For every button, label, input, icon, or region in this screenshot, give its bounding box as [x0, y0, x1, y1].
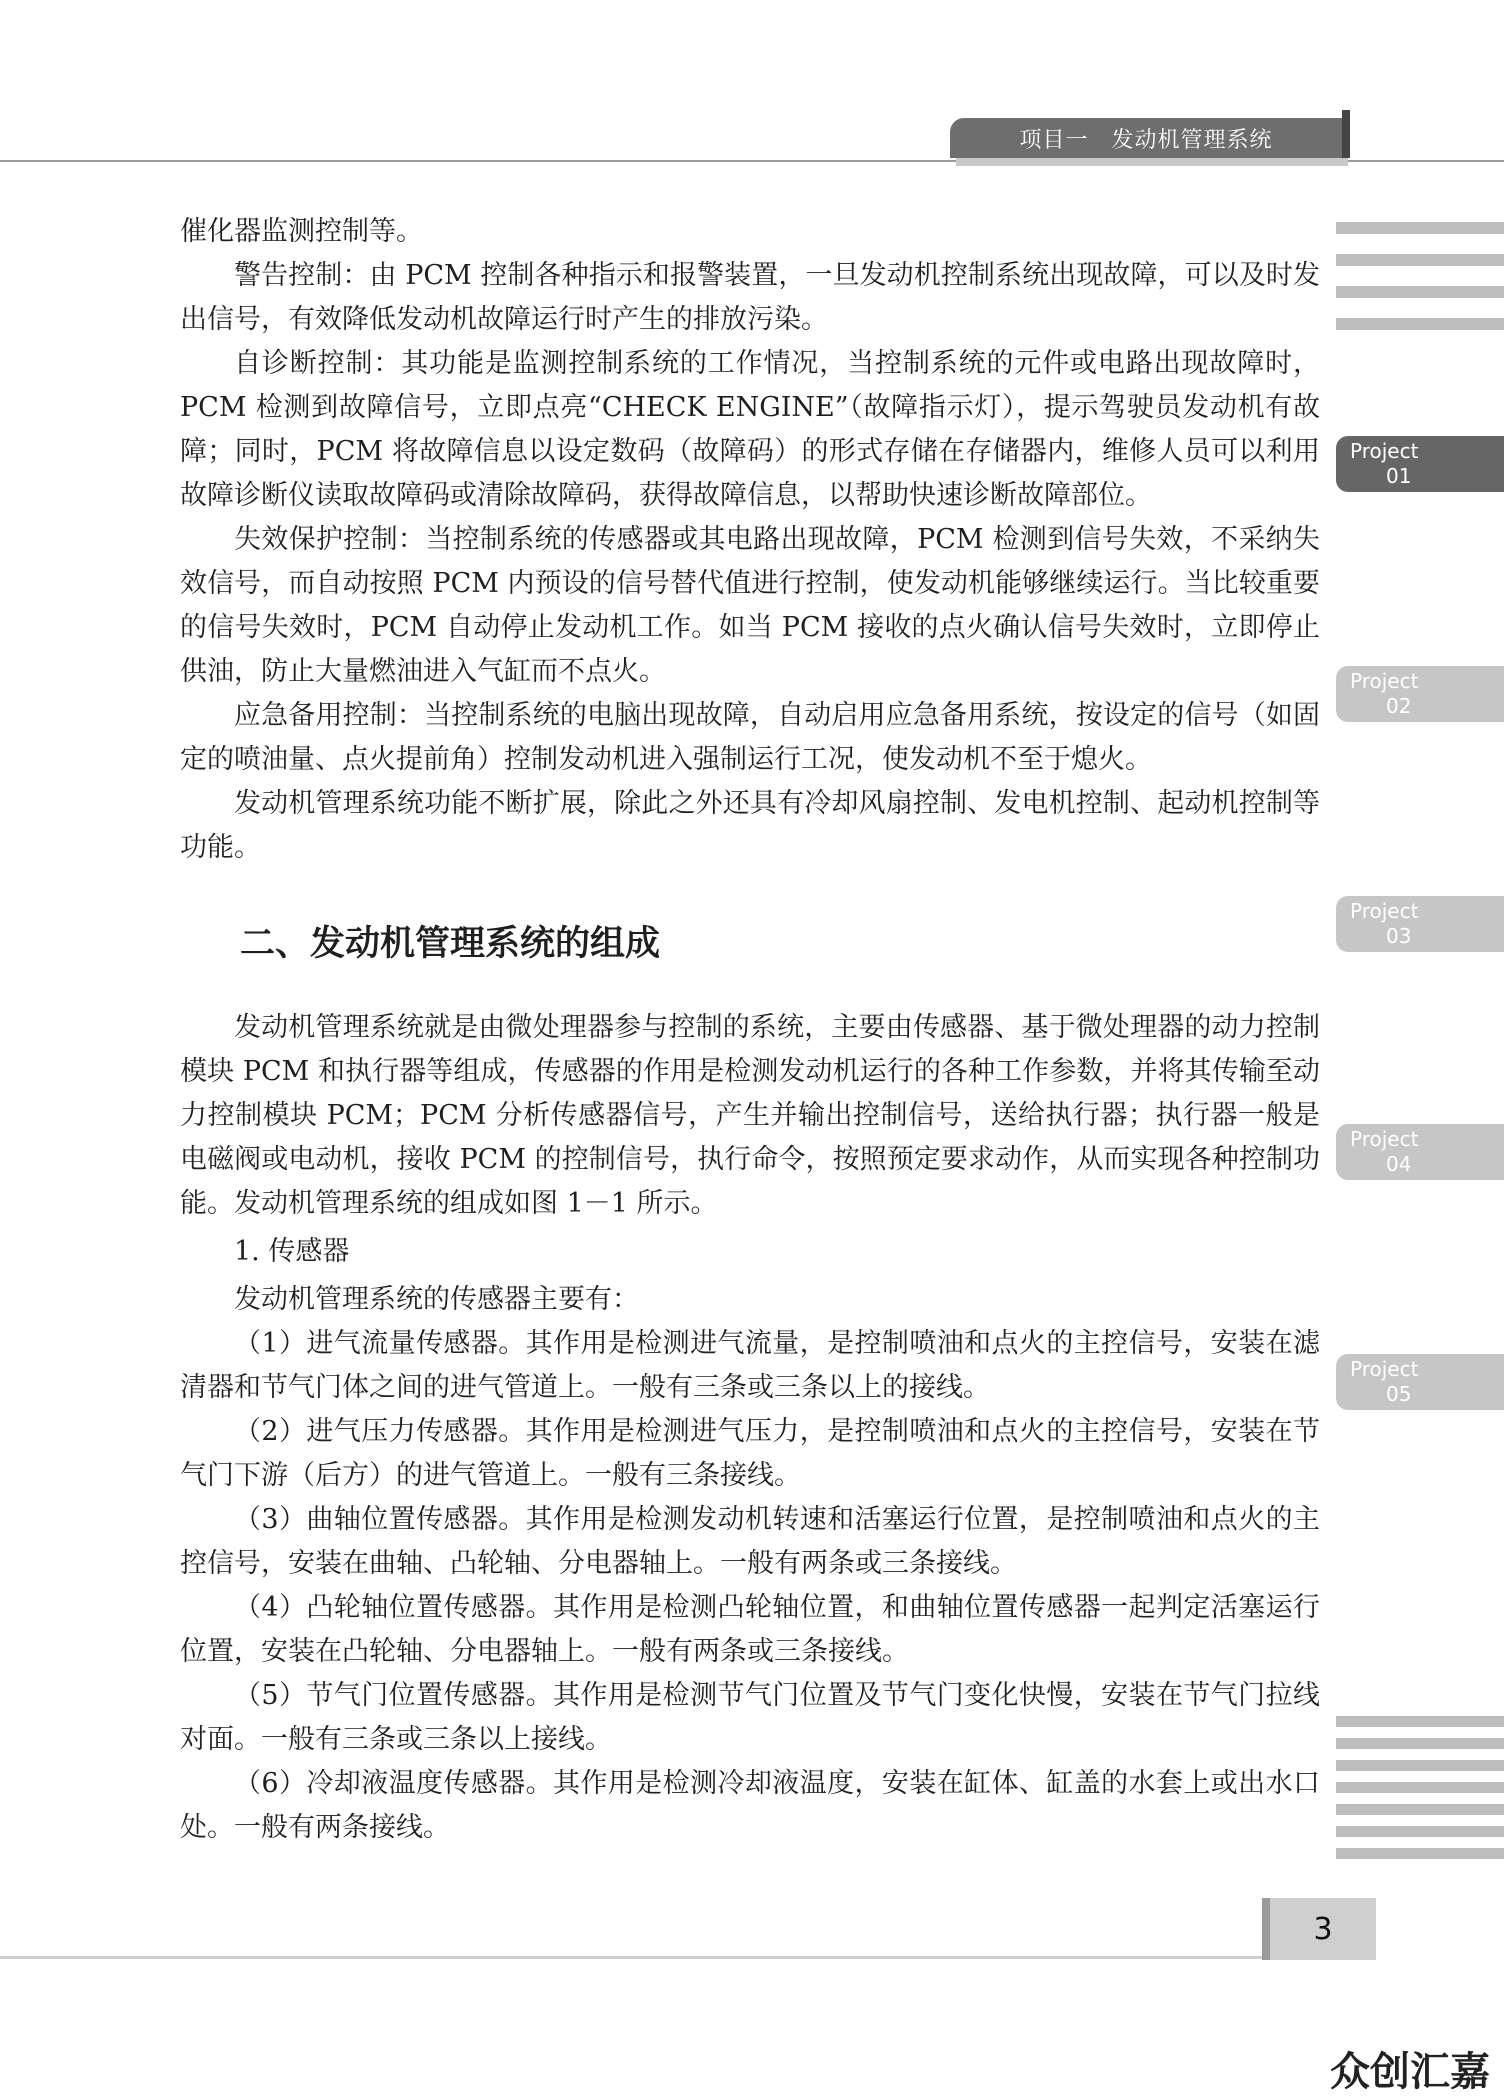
paragraph: 应急备用控制：当控制系统的电脑出现故障，自动启用应急备用系统，按设定的信号（如固定的喷油量、点火提前角）控制发动机进入强制运行工况，使发动机不至于熄火。 [180, 700, 1320, 775]
paragraph: 自诊断控制：其功能是监测控制系统的工作情况，当控制系统的元件或电路出现故障时，PCM 检测到故障信号，立即点亮“CHECK ENGINE”（故障指示灯），提示驾驶员发动机有故障；同时，PCM 将故障信息以设定数码（故障码）的形式存储在存储器内，维修人员可以利用故障诊断仪读取故障码或清除故障码，获得故障信息，以帮助快速诊断故障部位。 [180, 348, 1320, 511]
paragraph: 失效保护控制：当控制系统的传感器或其电路出现故障，PCM 检测到信号失效，不采纳失效信号，而自动按照 PCM 内预设的信号替代值进行控制，使发动机能够继续运行。当比较重要的信号失效时，PCM 自动停止发动机工作。如当 PCM 接收的点火确认信号失效时，立即停止供油，防止大量燃油进入气缸而不点火。 [180, 524, 1320, 687]
list-item: （5）节气门位置传感器。其作用是检测节气门位置及节气门变化快慢，安装在节气门拉线对面。一般有三条或三条以上接线。 [180, 1680, 1320, 1755]
project-tab-label: Project [1350, 439, 1419, 463]
paragraph: 催化器监测控制等。 [180, 216, 423, 247]
project-tab-number: 02 [1386, 694, 1412, 718]
footer-rule [0, 1956, 1262, 1959]
project-tab-number: 05 [1386, 1382, 1412, 1406]
list-item: （2）进气压力传感器。其作用是检测进气压力，是控制喷油和点火的主控信号，安装在节气门下游（后方）的进气管道上。一般有三条接线。 [180, 1416, 1320, 1491]
running-header: 项目一 发动机管理系统 [950, 118, 1342, 158]
project-tab-label: Project [1350, 669, 1419, 693]
project-tab-01[interactable] [1336, 436, 1504, 492]
project-tab-05[interactable] [1336, 1354, 1504, 1410]
paragraph: 发动机管理系统功能不断扩展，除此之外还具有冷却风扇控制、发电机控制、起动机控制等功能。 [180, 788, 1320, 863]
list-item: （3）曲轴位置传感器。其作用是检测发动机转速和活塞运行位置，是控制喷油和点火的主控信号，安装在曲轴、凸轮轴、分电器轴上。一般有两条或三条接线。 [180, 1504, 1320, 1579]
page-number: 3 [1262, 1898, 1376, 1960]
decorative-stripes-top [1336, 222, 1504, 350]
paragraph: 发动机管理系统的传感器主要有： [234, 1284, 639, 1315]
list-item: （4）凸轮轴位置传感器。其作用是检测凸轮轴位置，和曲轴位置传感器一起判定活塞运行位置，安装在凸轮轴、分电器轴上。一般有两条或三条接线。 [180, 1592, 1320, 1667]
decorative-stripes-bottom [1336, 1716, 1504, 1870]
project-tab-label: Project [1350, 899, 1419, 923]
project-tab-02[interactable] [1336, 666, 1504, 722]
page-content [180, 210, 1320, 1850]
project-tab-label: Project [1350, 1127, 1419, 1151]
section-heading: 二、发动机管理系统的组成 [240, 924, 661, 964]
project-tab-label: Project [1350, 1357, 1419, 1381]
project-tab-number: 04 [1386, 1152, 1412, 1176]
paragraph: 发动机管理系统就是由微处理器参与控制的系统，主要由传感器、基于微处理器的动力控制模块 PCM 和执行器等组成，传感器的作用是检测发动机运行的各种工作参数，并将其传输至动力控制模块 PCM；PCM 分析传感器信号，产生并输出控制信号，送给执行器；执行器一般是电磁阀或电动机，接收 PCM 的控制信号，执行命令，按照预定要求动作，从而实现各种控制功能。发动机管理系统的组成如图 1－1 所示。 [180, 1012, 1320, 1219]
project-tab-04[interactable] [1336, 1124, 1504, 1180]
project-tab-03[interactable] [1336, 896, 1504, 952]
paragraph: 警告控制：由 PCM 控制各种指示和报警装置，一旦发动机控制系统出现故障，可以及时发出信号，有效降低发动机故障运行时产生的排放污染。 [180, 260, 1320, 335]
header-tab-edge [1342, 110, 1350, 158]
project-tab-number: 01 [1386, 464, 1412, 488]
list-item: （6）冷却液温度传感器。其作用是检测冷却液温度，安装在缸体、缸盖的水套上或出水口处。一般有两条接线。 [180, 1768, 1320, 1843]
sub-heading: 1. 传感器 [234, 1236, 350, 1267]
watermark-logo: 众创汇嘉 [1330, 2049, 1490, 2095]
list-item: （1）进气流量传感器。其作用是检测进气流量，是控制喷油和点火的主控信号，安装在滤清器和节气门体之间的进气管道上。一般有三条或三条以上的接线。 [180, 1328, 1320, 1403]
project-tab-number: 03 [1386, 924, 1412, 948]
